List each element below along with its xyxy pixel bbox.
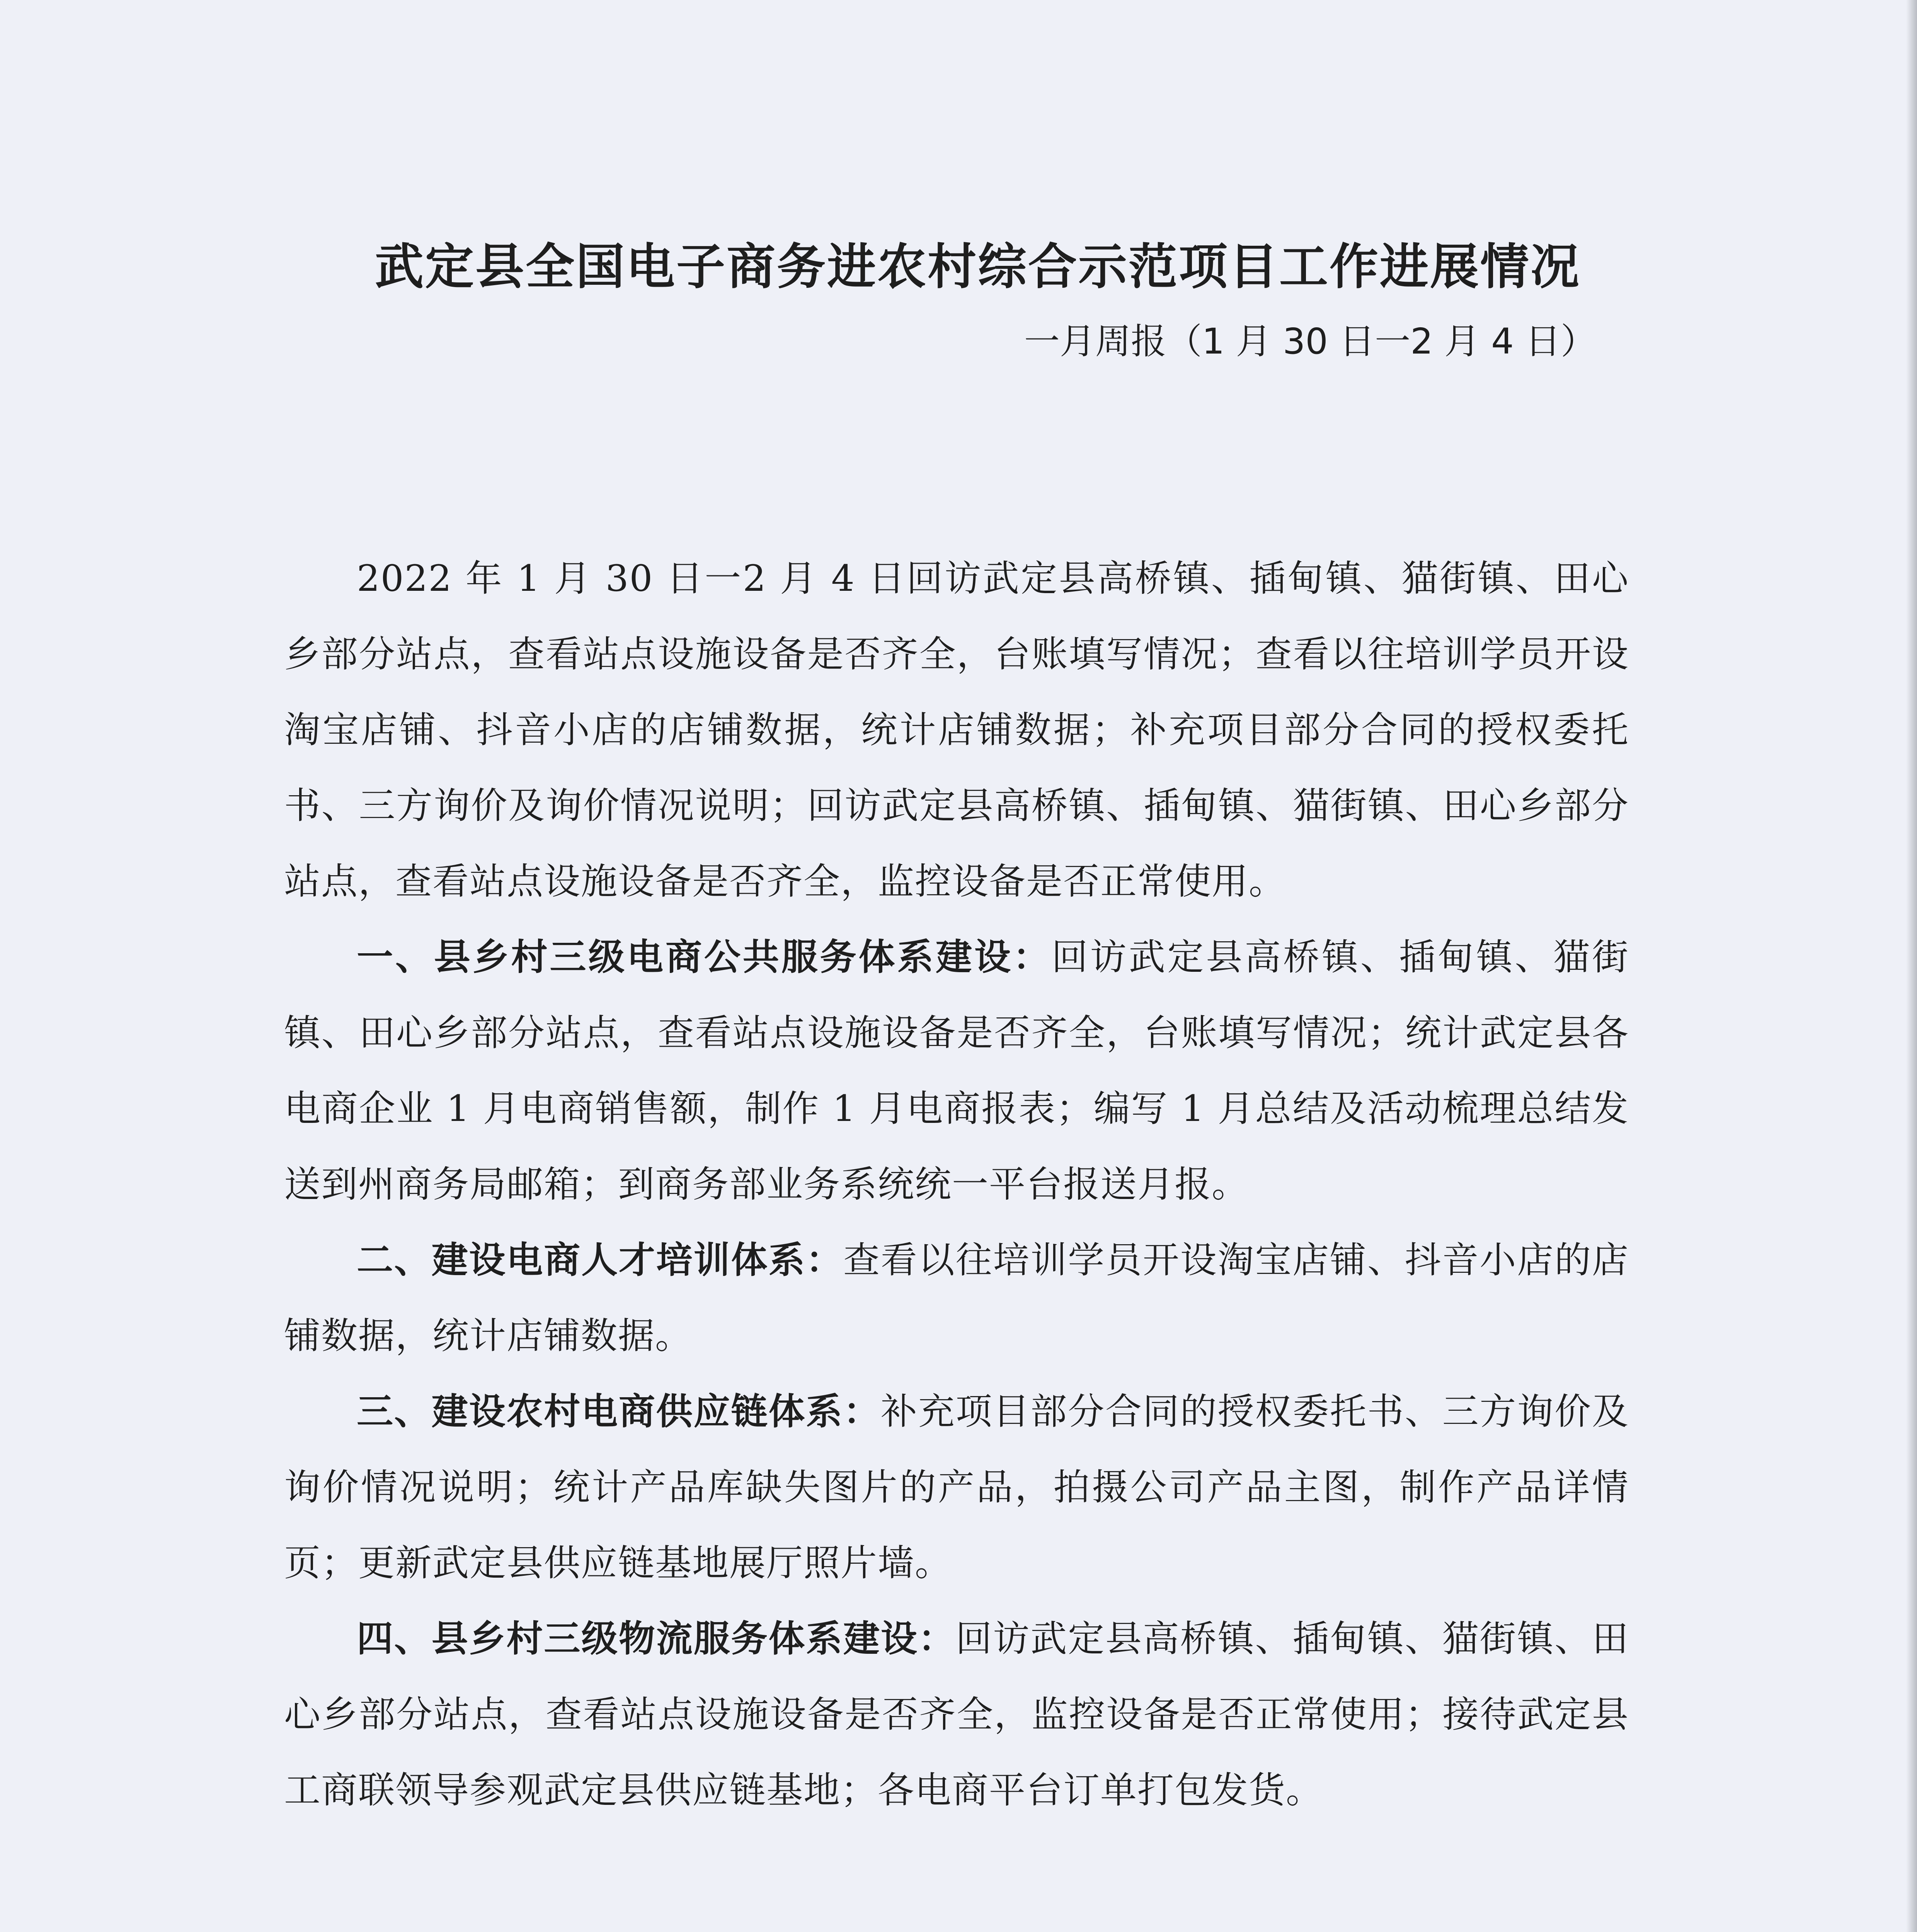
section-heading: 二、建设电商人才培训体系： xyxy=(357,1239,844,1281)
section-text: 补充项目部分合同的授权委托书、三方询价及询价情况说明；统计产品库缺失图片的产品，拍摄公司产品主图，制作产品详情页；更新武定县供应链基地展厅照片墙。 xyxy=(284,1391,1629,1584)
section-paragraph xyxy=(284,920,1629,1223)
section-text: 回访武定县高桥镇、插甸镇、猫街镇、田心乡部分站点，查看站点设施设备是否齐全，台账填写情况；统计武定县各电商企业 1 月电商销售额，制作 1 月电商报表；编写 1 月总结及活动梳理总结发送到州商务局邮箱；到商务部业务系统统一平台报送月报。 xyxy=(284,936,1629,1206)
report-body xyxy=(284,541,1629,1828)
section-heading: 三、建设农村电商供应链体系： xyxy=(357,1391,881,1433)
section-heading: 一、县乡村三级电商公共服务体系建设： xyxy=(357,936,1052,978)
document-title: 武定县全国电子商务进农村综合示范项目工作进展情况 xyxy=(375,238,1581,295)
section-text: 查看以往培训学员开设淘宝店铺、抖音小店的店铺数据，统计店铺数据。 xyxy=(284,1239,1629,1357)
section-heading: 四、县乡村三级物流服务体系建设： xyxy=(357,1618,956,1660)
section-paragraph xyxy=(284,1601,1629,1828)
section-paragraph xyxy=(284,1223,1629,1374)
section-paragraph xyxy=(284,1374,1629,1601)
intro-paragraph: 2022 年 1 月 30 日一2 月 4 日回访武定县高桥镇、插甸镇、猫街镇、田心乡部分站点，查看站点设施设备是否齐全，台账填写情况；查看以往培训学员开设淘宝店铺、抖音小店的店铺数据，统计店铺数据；补充项目部分合同的授权委托书、三方询价及询价情况说明；回访武定县高桥镇、插甸镇、猫街镇、田心乡部分站点，查看站点设施设备是否齐全，监控设备是否正常使用。 xyxy=(284,558,1629,903)
scan-shadow-edge xyxy=(1906,0,1917,1932)
document-subtitle: 一月周报（1 月 30 日一2 月 4 日） xyxy=(1024,321,1596,362)
section-text: 回访武定县高桥镇、插甸镇、猫街镇、田心乡部分站点，查看站点设施设备是否齐全，监控设备是否正常使用；接待武定县工商联领导参观武定县供应链基地；各电商平台订单打包发货。 xyxy=(284,1618,1629,1811)
